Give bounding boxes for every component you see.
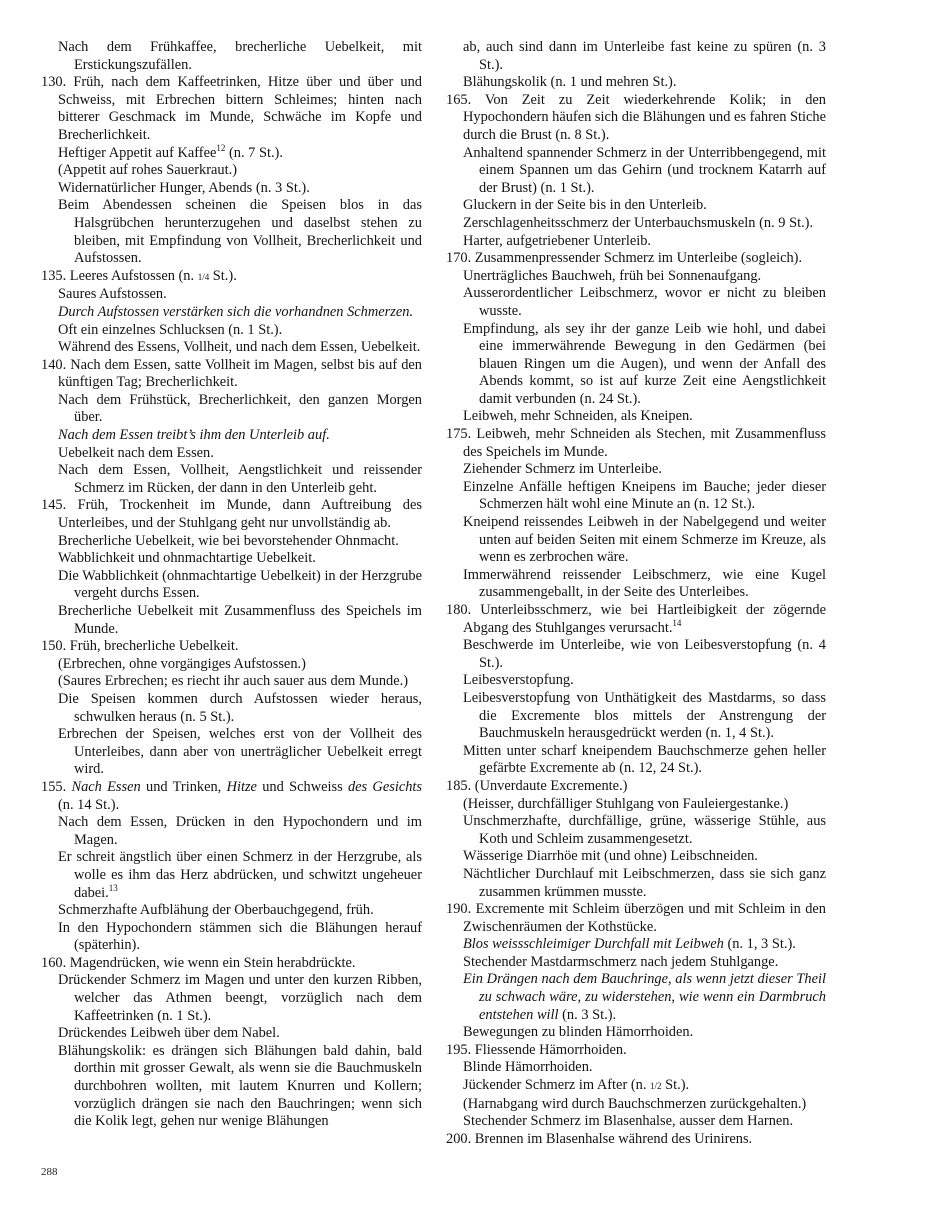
entry-text: (Heisser, durchfälliger Stuhlgang von Fauleiergestanke.) bbox=[463, 795, 789, 812]
symptom-entry bbox=[41, 902, 422, 920]
entry-text: Die Speisen kommen durch Aufstossen wieder heraus, schwulken heraus (n. 5 St.). bbox=[58, 690, 422, 725]
symptom-entry bbox=[41, 533, 422, 551]
entry-text: (Saures Erbrechen; es riecht ihr auch sauer aus dem Munde.) bbox=[58, 673, 409, 690]
symptom-entry bbox=[41, 304, 422, 322]
entry-text: Magendrücken, wie wenn ein Stein herabdrückte. bbox=[69, 954, 356, 971]
symptom-entry bbox=[446, 145, 826, 198]
symptom-entry bbox=[446, 74, 826, 92]
entry-number: 140. bbox=[41, 356, 67, 373]
symptom-entry bbox=[446, 743, 826, 778]
symptom-entry bbox=[446, 250, 826, 268]
symptom-entry bbox=[41, 779, 422, 814]
symptom-entry bbox=[446, 637, 826, 672]
symptom-entry bbox=[446, 321, 826, 409]
entry-text: Nach dem Essen, Drücken in den Hypochondern und im Magen. bbox=[58, 814, 422, 848]
entry-text: Nach dem Frühkaffee, brecherliche Uebelkeit, mit Erstickungszufällen. bbox=[58, 39, 422, 73]
symptom-entry bbox=[41, 920, 422, 955]
entry-number: 135. bbox=[41, 267, 67, 284]
symptom-entry bbox=[41, 1043, 422, 1131]
entry-number: 150. bbox=[41, 638, 67, 655]
entry-text: Unerträgliches Bauchweh, früh bei Sonnenaufgang. bbox=[463, 267, 762, 284]
entry-text: Blähungskolik: es drängen sich Blähungen bald dahin, bald dorthin mit grosser Gewalt, als wenn sie die Bauchmuskeln durchbohren wollten, mit lautem Knurren und Kollern; vorzüglich drängen sie nach den Bauchringen; wenn sich die Kolik legt, gehen nur wenige Blähungen bbox=[58, 1042, 422, 1130]
symptom-entry bbox=[41, 142, 422, 163]
entry-text: Unschmerzhafte, durchfällige, grüne, wässerige Stühle, aus Koth und Schleim zusammengesetzt. bbox=[463, 813, 826, 847]
symptom-entry bbox=[41, 1025, 422, 1043]
entry-text: Blos weissschleimiger Durchfall mit Leibweh (n. 1, 3 St.). bbox=[463, 936, 796, 953]
entry-text: Zusammenpressender Schmerz im Unterleibe (sogleich). bbox=[474, 250, 803, 267]
symptom-entry bbox=[446, 813, 826, 848]
entry-text: Nach dem Frühstück, Brecherlichkeit, den ganzen Morgen über. bbox=[58, 391, 422, 426]
symptom-entry bbox=[41, 568, 422, 603]
entry-text: Brecherliche Uebelkeit mit Zusammenfluss des Speichels im Munde. bbox=[58, 603, 422, 637]
entry-text: Bewegungen zu blinden Hämorrhoiden. bbox=[463, 1024, 694, 1041]
symptom-entry bbox=[446, 848, 826, 866]
symptom-entry bbox=[41, 603, 422, 638]
entry-text: Harter, aufgetriebener Unterleib. bbox=[463, 232, 651, 249]
entry-text: Immerwährend reissender Leibschmerz, wie eine Kugel zusammengeballt, in der Seite des Unterleibes. bbox=[463, 566, 826, 601]
entry-text: Früh, Trockenheit im Munde, dann Auftreibung des Unterleibes, und der Stuhlgang geht nur unvollständig ab. bbox=[58, 497, 422, 532]
symptom-entry bbox=[446, 215, 826, 233]
entry-text: Leibesverstopfung von Unthätigkeit des Mastdarms, so dass die Excremente blos mittels der Anstrengung der Bauchmuskeln herausgedrückt werden (n. 1, 4 St.). bbox=[463, 689, 826, 742]
entry-number: 200. bbox=[446, 1130, 472, 1147]
symptom-entry bbox=[446, 567, 826, 602]
symptom-entry bbox=[41, 691, 422, 726]
symptom-entry bbox=[446, 233, 826, 251]
entry-text: Fliessende Hämorrhoiden. bbox=[474, 1041, 627, 1058]
entry-text: Leibweh, mehr Schneiden als Stechen, mit Zusammenfluss des Speichels im Munde. bbox=[463, 426, 827, 460]
fraction: 1/4 bbox=[197, 271, 210, 282]
symptom-entry bbox=[446, 39, 826, 74]
footnote-marker: 12 bbox=[216, 142, 226, 153]
entry-text: Leeres Aufstossen (n. bbox=[69, 267, 198, 284]
entry-text: Wässerige Diarrhöe mit (und ohne) Leibschneiden. bbox=[463, 848, 758, 865]
entry-text: Blinde Hämorrhoiden. bbox=[463, 1059, 593, 1076]
symptom-entry bbox=[446, 461, 826, 479]
entry-number: 195. bbox=[446, 1041, 472, 1058]
right-column bbox=[446, 39, 826, 1148]
page-number: 288 bbox=[41, 1166, 58, 1178]
symptom-entry bbox=[446, 1131, 826, 1149]
symptom-entry bbox=[446, 778, 826, 796]
entry-text: Brennen im Blasenhalse während des Urinirens. bbox=[474, 1130, 753, 1147]
symptom-entry bbox=[41, 74, 422, 144]
symptom-entry bbox=[446, 901, 826, 936]
symptom-entry bbox=[41, 550, 422, 568]
entry-text: Ausserordentlicher Leibschmerz, wovor er nicht zu bleiben wusste. bbox=[463, 285, 826, 319]
symptom-entry bbox=[41, 39, 422, 74]
entry-text: Die Wabblichkeit (ohnmachtartige Uebelkeit) in der Herzgrube vergeht durchs Essen. bbox=[58, 567, 422, 602]
entry-text: (Appetit auf rohes Sauerkraut.) bbox=[58, 162, 238, 179]
symptom-entry bbox=[41, 656, 422, 674]
entry-text: Nach dem Essen, Vollheit, Aengstlichkeit und reissender Schmerz im Rücken, der dann in den Unterleib geht. bbox=[58, 462, 422, 496]
entry-text-tail: St.). bbox=[209, 267, 237, 284]
symptom-entry bbox=[41, 268, 422, 287]
symptom-entry bbox=[41, 427, 422, 445]
symptom-entry bbox=[446, 408, 826, 426]
symptom-entry bbox=[41, 392, 422, 427]
symptom-entry bbox=[446, 672, 826, 690]
symptom-entry bbox=[446, 866, 826, 901]
symptom-entry bbox=[446, 285, 826, 320]
symptom-entry bbox=[446, 197, 826, 215]
entry-text: Erbrechen der Speisen, welches erst von der Vollheit des Unterleibes, dann aber von unerträglicher Uebelkeit erregt wird. bbox=[58, 726, 422, 778]
symptom-entry bbox=[41, 497, 422, 532]
symptom-entry bbox=[446, 602, 826, 637]
entry-text: Unterleibsschmerz, wie bei Hartleibigkeit der zögernde Abgang des Stuhlganges verursacht. bbox=[463, 602, 826, 636]
symptom-entry bbox=[446, 268, 826, 286]
entry-text: Er schreit ängstlich über einen Schmerz in der Herzgrube, als wolle es ihm das Herz abdrücken, und schwitzt ungeheuer dabei. bbox=[58, 849, 422, 901]
entry-number: 145. bbox=[41, 497, 67, 514]
symptom-entry bbox=[446, 971, 826, 1024]
symptom-entry bbox=[41, 162, 422, 180]
symptom-entry bbox=[446, 1096, 826, 1114]
symptom-entry bbox=[41, 673, 422, 691]
symptom-entry bbox=[41, 955, 422, 973]
symptom-entry bbox=[41, 357, 422, 392]
symptom-entry bbox=[446, 514, 826, 567]
entry-text: (Harnabgang wird durch Bauchschmerzen zurückgehalten.) bbox=[463, 1095, 807, 1112]
symptom-entry bbox=[41, 814, 422, 849]
symptom-entry bbox=[41, 726, 422, 779]
entry-number: 155. bbox=[41, 778, 67, 795]
entry-text: Widernatürlicher Hunger, Abends (n. 3 St.). bbox=[58, 179, 310, 196]
entry-number: 130. bbox=[41, 74, 67, 91]
entry-text: Oft ein einzelnes Schlucksen (n. 1 St.). bbox=[58, 321, 283, 338]
symptom-entry bbox=[41, 286, 422, 304]
symptom-entry bbox=[446, 690, 826, 743]
entry-text: Von Zeit zu Zeit wiederkehrende Kolik; in den Hypochondern häufen sich die Blähungen und es fahren Stiche durch die Brust (n. 8 St.). bbox=[463, 91, 826, 143]
footnote-marker: 13 bbox=[108, 882, 118, 893]
symptom-entry bbox=[446, 1042, 826, 1060]
symptom-entry bbox=[446, 1059, 826, 1077]
entry-text: Empfindung, als sey ihr der ganze Leib wie hohl, und dabei eine immerwährende Bewegung in den Gedärmen (bei blauen Ringen um die Augen), und wenn der Anfall des Abends kommt, so ist auf kurze Zeit eine Aengstlichkeit damit verbunden (n. 24 St.). bbox=[463, 320, 826, 407]
entry-text: Zerschlagenheitsschmerz der Unterbauchsmuskeln (n. 9 St.). bbox=[463, 214, 814, 231]
symptom-entry bbox=[446, 426, 826, 461]
entry-text: Wabblichkeit und ohnmachtartige Uebelkeit. bbox=[58, 550, 316, 567]
symptom-entry bbox=[41, 849, 422, 902]
entry-text: Excremente mit Schleim überzögen und mit Schleim in den Zwischenräumen der Kothstücke. bbox=[463, 901, 826, 935]
symptom-entry bbox=[446, 479, 826, 514]
fraction: 1/2 bbox=[650, 1081, 662, 1092]
entry-text: Saures Aufstossen. bbox=[58, 286, 167, 303]
symptom-entry bbox=[446, 92, 826, 145]
entry-text: Jückender Schmerz im After (n. bbox=[463, 1077, 651, 1094]
entry-text: Leibweh, mehr Schneiden, als Kneipen. bbox=[463, 408, 693, 425]
entry-text: Leibesverstopfung. bbox=[463, 672, 574, 689]
entry-text: Früh, brecherliche Uebelkeit. bbox=[69, 638, 239, 655]
symptom-entry bbox=[446, 1113, 826, 1131]
entry-text: Drückendes Leibweh über dem Nabel. bbox=[58, 1025, 280, 1042]
symptom-entry bbox=[446, 1077, 826, 1096]
symptom-entry bbox=[446, 796, 826, 814]
symptom-entry bbox=[446, 954, 826, 972]
entry-text: (Unverdaute Excremente.) bbox=[474, 777, 628, 794]
symptom-entry bbox=[41, 197, 422, 267]
symptom-entry bbox=[41, 972, 422, 1025]
entry-text: Nächtlicher Durchlauf mit Leibschmerzen, dass sie sich ganz zusammen krümmen musste. bbox=[463, 865, 826, 900]
entry-text: Blähungskolik (n. 1 und mehren St.). bbox=[463, 74, 677, 91]
entry-text: Mitten unter scharf kneipendem Bauchschmerze gehen heller gefärbte Excremente ab (n. 12, 24 St.). bbox=[463, 742, 826, 777]
symptom-entry bbox=[41, 180, 422, 198]
entry-text: Durch Aufstossen verstärken sich die vorhandnen Schmerzen. bbox=[58, 303, 414, 320]
entry-text: Ein Drängen nach dem Bauchringe, als wenn jetzt dieser Theil zu schwach wäre, zu widerstehen, wie wenn ein Darmbruch entstehen will (n. 3 St.). bbox=[463, 971, 826, 1023]
entry-number: 170. bbox=[446, 250, 472, 267]
entry-text: Drückender Schmerz im Magen und unter den kurzen Ribben, welcher das Athmen beengt, vorzüglich nach dem Kaffeetrinken (n. 1 St.). bbox=[58, 972, 422, 1024]
entry-text: ab, auch sind dann im Unterleibe fast keine zu spüren (n. 3 St.). bbox=[463, 39, 826, 73]
symptom-entry bbox=[446, 1024, 826, 1042]
symptom-entry bbox=[41, 322, 422, 340]
entry-text: Ziehender Schmerz im Unterleibe. bbox=[463, 461, 662, 478]
entry-text: Beschwerde im Unterleibe, wie von Leibesverstopfung (n. 4 St.). bbox=[463, 637, 826, 671]
symptom-entry bbox=[41, 638, 422, 656]
entry-text-tail: (n. 7 St.). bbox=[225, 144, 283, 161]
symptom-entry bbox=[41, 445, 422, 463]
entry-number: 165. bbox=[446, 91, 472, 108]
entry-text: Heftiger Appetit auf Kaffee bbox=[58, 144, 217, 161]
entry-text: Nach dem Essen, satte Vollheit im Magen, selbst bis auf den künftigen Tag; Brecherlichkeit. bbox=[58, 356, 422, 391]
entry-text: Einzelne Anfälle heftigen Kneipens im Bauche; jeder dieser Schmerzen hält wohl eine Minute an (n. 12 St.). bbox=[463, 478, 826, 513]
entry-text: Nach dem Essen treibt’s ihm den Unterleib auf. bbox=[58, 427, 330, 444]
entry-text: Nach Essen und Trinken, Hitze und Schweiss des Gesichts (n. 14 St.). bbox=[58, 778, 422, 813]
entry-text: Beim Abendessen scheinen die Speisen blos in das Halsgrübchen herunterzugehen und daselbst stehen zu bleiben, mit Empfindung von Vollheit, Brecherlichkeit und Aufstossen. bbox=[58, 197, 422, 267]
entry-text: Stechender Mastdarmschmerz nach jedem Stuhlgange. bbox=[463, 953, 779, 970]
symptom-entry bbox=[41, 339, 422, 357]
symptom-entry bbox=[446, 936, 826, 954]
entry-text: Anhaltend spannender Schmerz in der Unterribbengegend, mit einem Spannen um das Gehirn (und trocknem Katarrh auf der Brust) (n. 1 St.). bbox=[463, 144, 826, 196]
footnote-marker: 14 bbox=[672, 617, 682, 628]
entry-number: 160. bbox=[41, 954, 67, 971]
entry-text: Während des Essens, Vollheit, und nach dem Essen, Uebelkeit. bbox=[58, 339, 421, 356]
entry-number: 190. bbox=[446, 901, 472, 918]
entry-text: Brecherliche Uebelkeit, wie bei bevorstehender Ohnmacht. bbox=[58, 532, 399, 549]
left-column bbox=[41, 39, 422, 1131]
entry-text: Früh, nach dem Kaffeetrinken, Hitze über und über und Schweiss, mit Erbrechen bittern Schleimes; hinten nach bitterer Geschmack im Munde, Schwäche im Kopfe und Brecherlichkeit. bbox=[58, 74, 422, 143]
entry-text: Schmerzhafte Aufblähung der Oberbauchgegend, früh. bbox=[58, 902, 374, 919]
entry-text: Stechender Schmerz im Blasenhalse, ausser dem Harnen. bbox=[463, 1113, 794, 1130]
entry-text: Gluckern in der Seite bis in den Unterleib. bbox=[463, 197, 707, 214]
entry-text: Kneipend reissendes Leibweh in der Nabelgegend und weiter unten auf beiden Seiten mit einem Schmerze im Kreuze, als wenn es zerbrochen wäre. bbox=[463, 514, 826, 566]
entry-number: 175. bbox=[446, 426, 472, 443]
entry-text-tail: St.). bbox=[661, 1077, 690, 1094]
entry-text: In den Hypochondern stämmen sich die Blähungen herauf (späterhin). bbox=[58, 919, 422, 954]
symptom-entry bbox=[41, 462, 422, 497]
entry-number: 185. bbox=[446, 777, 472, 794]
entry-text: Uebelkeit nach dem Essen. bbox=[58, 444, 214, 461]
entry-text: (Erbrechen, ohne vorgängiges Aufstossen.) bbox=[58, 655, 306, 672]
entry-number: 180. bbox=[446, 602, 472, 618]
